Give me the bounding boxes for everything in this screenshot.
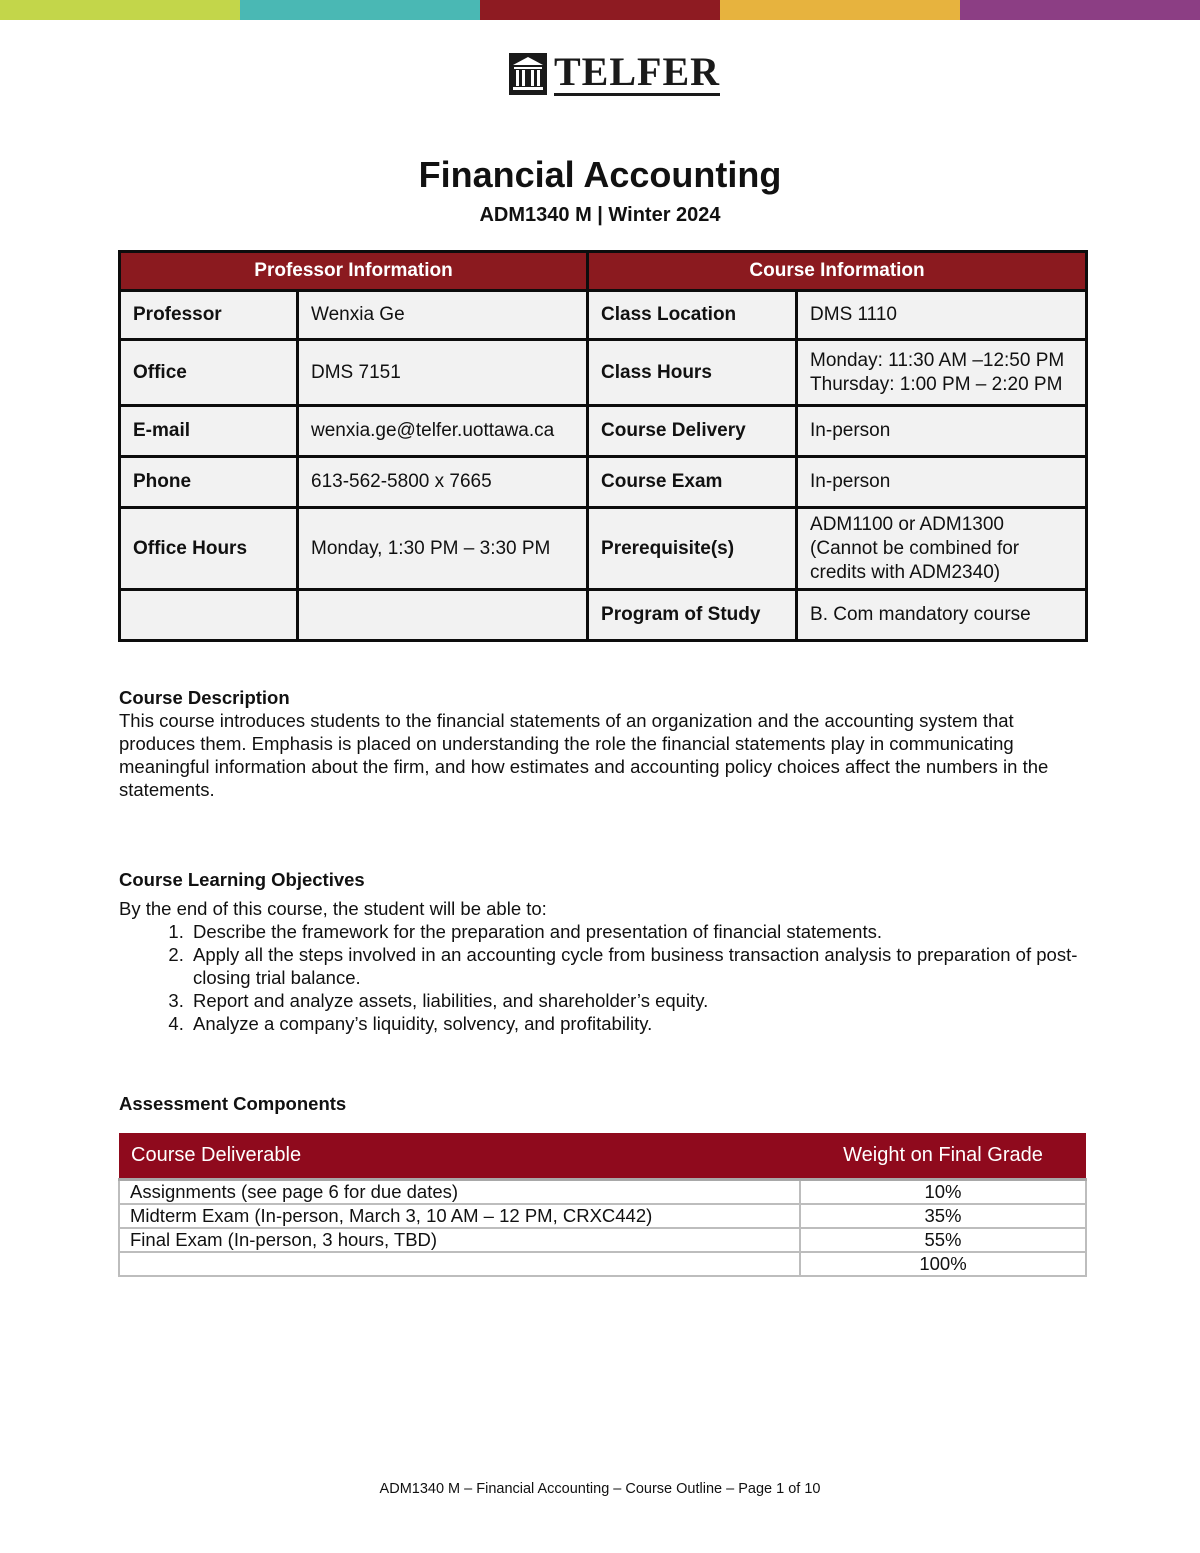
stripe-segment — [480, 0, 720, 20]
page-footer: ADM1340 M – Financial Accounting – Course Outline – Page 1 of 10 — [379, 1481, 821, 1497]
stripe-segment — [0, 0, 240, 20]
learning-objectives-list — [119, 920, 1089, 1035]
professor-field-value: 613-562-5800 x 7665 — [298, 457, 588, 508]
course-info-table — [118, 250, 1088, 642]
course-field-value-line: In-person — [810, 471, 891, 493]
deliverable-cell: Midterm Exam (In-person, March 3, 10 AM – 12 PM, CRXC442) — [119, 1204, 800, 1228]
professor-field-value: Wenxia Ge — [298, 291, 588, 340]
course-field-label: Program of Study — [588, 590, 797, 641]
stripe-segment — [960, 0, 1200, 20]
weight-cell: 10% — [800, 1180, 1086, 1205]
course-info-header: Course Information — [588, 252, 1087, 291]
professor-field-value: Monday, 1:30 PM – 3:30 PM — [298, 508, 588, 590]
page-title: Financial Accounting — [418, 154, 782, 195]
learning-objective-item: 3. Report and analyze assets, liabilities, and shareholder’s equity. — [189, 989, 1089, 1012]
course-field-value-line: (Cannot be combined for — [810, 537, 1020, 559]
info-table-header — [120, 252, 1087, 291]
course-description-text: This course introduces students to the financial statements of an organization and the accounting system that produces them. Emphasis is placed on understanding the role the financial statements play in communicating meaningful information about the firm, and how estimates and accounting policy choices affect the numbers in the statements. — [119, 710, 1049, 800]
course-field-value-line: credits with ADM2340) — [810, 561, 1001, 583]
logo-wordmark: TELFER — [554, 49, 721, 94]
info-table-row — [120, 590, 1087, 641]
professor-info-header: Professor Information — [120, 252, 588, 291]
course-field-label: Course Delivery — [588, 406, 797, 457]
deliverable-cell — [119, 1252, 800, 1276]
professor-field-label: Office Hours — [120, 508, 298, 590]
professor-field-label — [120, 590, 298, 641]
learning-objective-item: 2. Apply all the steps involved in an accounting cycle from business transaction analysis to preparation of post-closing trial balance. — [189, 943, 1089, 989]
color-stripe — [0, 0, 1200, 20]
info-table-row — [120, 457, 1087, 508]
assessment-row — [119, 1204, 1086, 1228]
stripe-segment — [720, 0, 960, 20]
learning-objectives-heading: Course Learning Objectives — [119, 869, 365, 890]
info-table-row — [120, 291, 1087, 340]
assessment-heading: Assessment Components — [119, 1093, 347, 1114]
info-table-row — [120, 406, 1087, 457]
deliverable-column-header: Course Deliverable — [119, 1133, 800, 1180]
course-field-label: Course Exam — [588, 457, 797, 508]
assessment-section — [119, 1092, 1089, 1115]
professor-field-label: Office — [120, 340, 298, 406]
weight-column-header: Weight on Final Grade — [800, 1133, 1086, 1180]
professor-field-value: DMS 7151 — [298, 340, 588, 406]
info-table-row — [120, 508, 1087, 590]
course-field-value — [797, 457, 1087, 508]
learning-objective-item: 4. Analyze a company’s liquidity, solvency, and profitability. — [189, 1012, 1089, 1035]
course-field-value-line: B. Com mandatory course — [810, 604, 1031, 626]
course-field-value — [797, 406, 1087, 457]
learning-objective-item: 1. Describe the framework for the preparation and presentation of financial statements. — [189, 920, 1089, 943]
page-subtitle: ADM1340 M | Winter 2024 — [479, 204, 721, 226]
course-field-value — [797, 508, 1087, 590]
assessment-row — [119, 1252, 1086, 1276]
course-field-label: Class Location — [588, 291, 797, 340]
course-field-value — [797, 291, 1087, 340]
course-field-label: Prerequisite(s) — [588, 508, 797, 590]
learning-objectives-section — [119, 868, 1089, 1035]
assessment-row — [119, 1228, 1086, 1252]
assessment-table-header — [119, 1133, 1086, 1180]
course-field-value-line: DMS 1110 — [810, 304, 897, 326]
professor-field-label: E-mail — [120, 406, 298, 457]
course-field-value-line: Monday: 11:30 AM –12:50 PM — [810, 349, 1065, 371]
assessment-table — [118, 1133, 1087, 1277]
telfer-logo — [508, 49, 721, 96]
course-field-value-line: In-person — [810, 420, 891, 442]
info-table-row — [120, 340, 1087, 406]
learning-objectives-intro: By the end of this course, the student will be able to: — [119, 898, 547, 919]
assessment-row — [119, 1180, 1086, 1205]
course-field-label: Class Hours — [588, 340, 797, 406]
deliverable-cell: Assignments (see page 6 for due dates) — [119, 1180, 800, 1205]
weight-cell: 100% — [800, 1252, 1086, 1276]
professor-field-label: Professor — [120, 291, 298, 340]
course-field-value-line: Thursday: 1:00 PM – 2:20 PM — [810, 373, 1063, 395]
building-columns-icon — [508, 52, 548, 96]
course-description-heading: Course Description — [119, 687, 290, 708]
course-field-value — [797, 590, 1087, 641]
professor-field-value: wenxia.ge@telfer.uottawa.ca — [298, 406, 588, 457]
deliverable-cell: Final Exam (In-person, 3 hours, TBD) — [119, 1228, 800, 1252]
professor-field-value — [298, 590, 588, 641]
weight-cell: 55% — [800, 1228, 1086, 1252]
stripe-segment — [240, 0, 480, 20]
course-field-value — [797, 340, 1087, 406]
course-description-section — [119, 686, 1089, 801]
weight-cell: 35% — [800, 1204, 1086, 1228]
professor-field-label: Phone — [120, 457, 298, 508]
course-field-value-line: ADM1100 or ADM1300 — [810, 514, 1004, 535]
